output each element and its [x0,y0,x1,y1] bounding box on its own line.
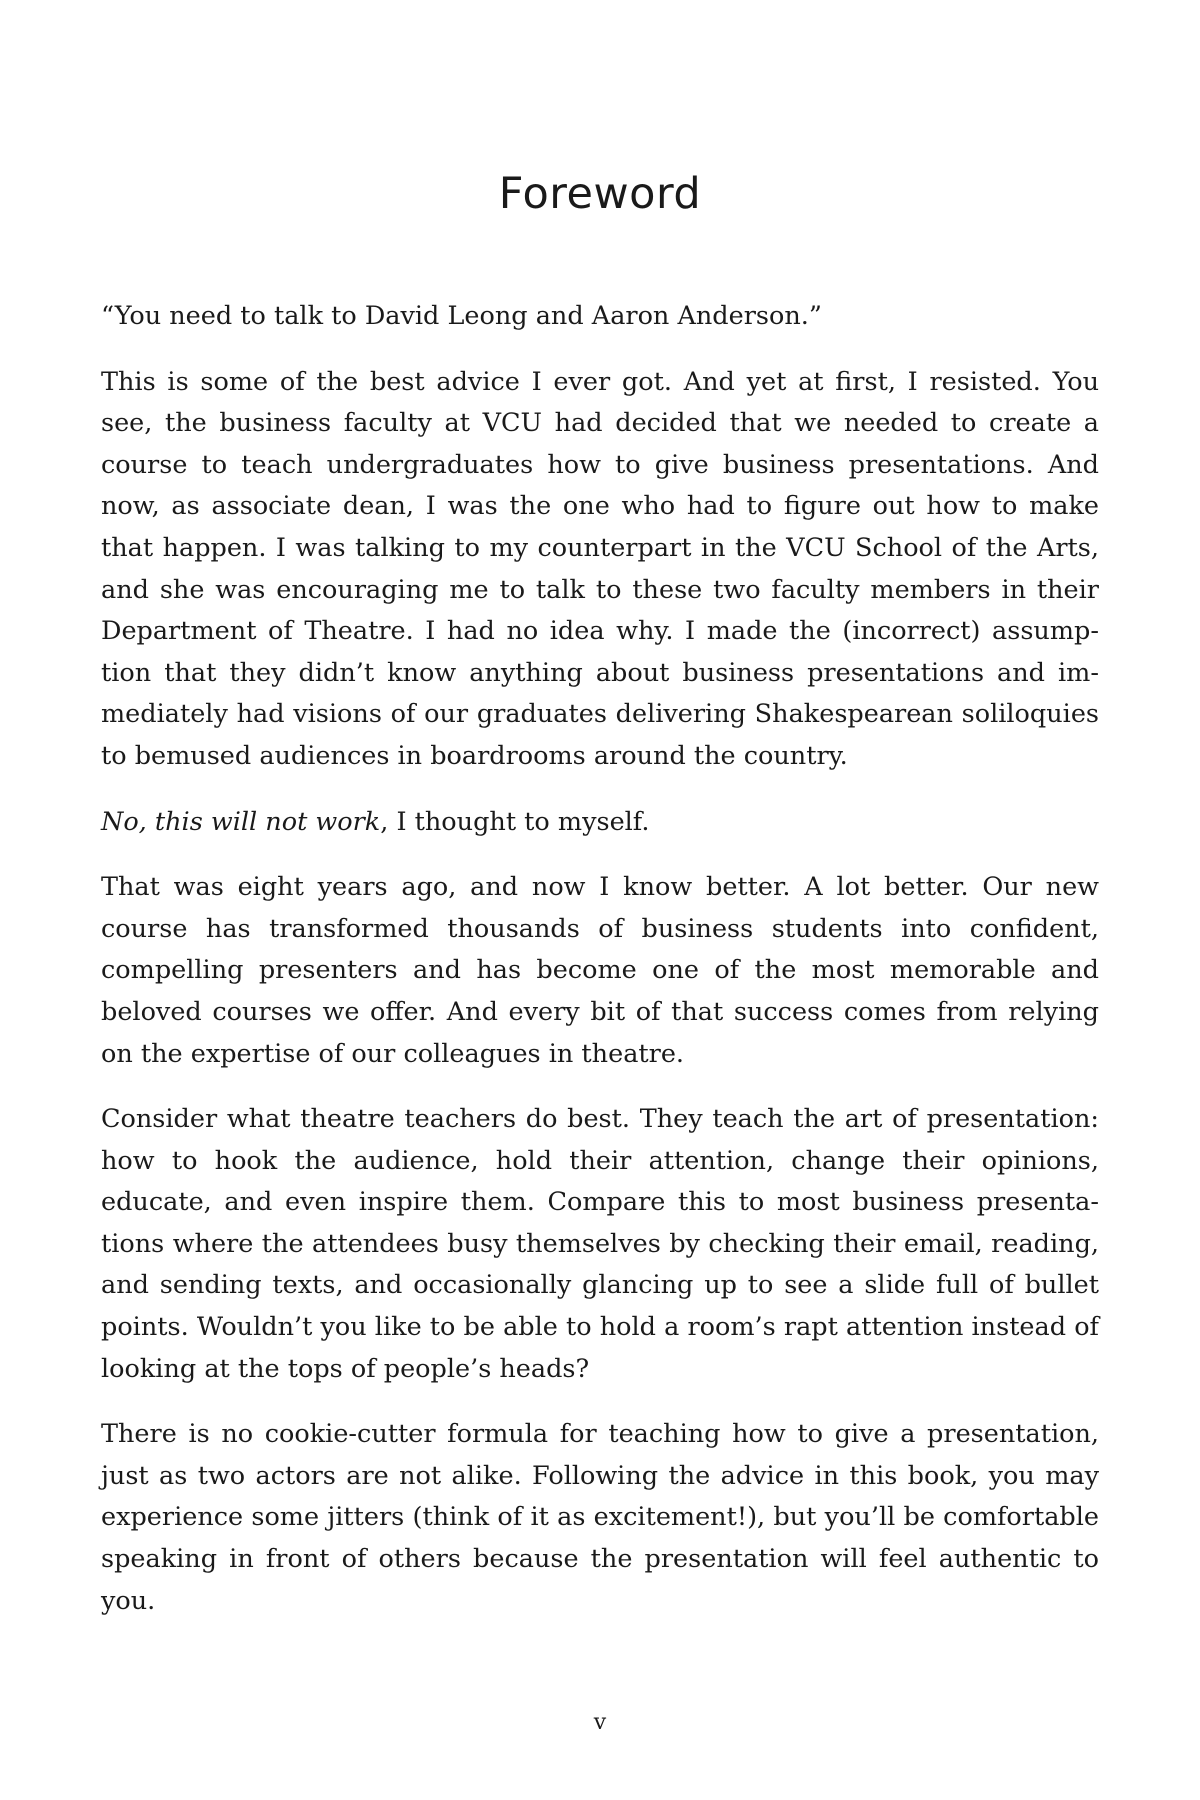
paragraph-thought [101,802,1099,844]
paragraph-theatre-teachers: Consider what theatre teachers do best. They teach the art of presentation: how to hook the audience, hold their attention, change their opinions, educate, and even inspire them. Compare this to most business presentations where the attendees busy themselves by checking their email, reading, and sending texts, and occasionally glancing up to see a slide full of bullet points. Wouldn’t you like to be able to hold a room’s rapt attention instead of looking at the tops of people’s heads? [101,1104,1099,1384]
paragraph-eight-years: That was eight years ago, and now I know better. A lot better. Our new course has transformed thousands of business students into confident, compelling presenters and has become one of the most memorable and beloved courses we offer. And every bit of that success comes from relying on the expertise of our colleagues in theatre. [101,872,1099,1069]
paragraph-advice: This is some of the best advice I ever got. And yet at first, I resisted. You see, the business faculty at VCU had decided that we needed to create a course to teach undergraduates how to give business presentations. And now, as associate dean, I was the one who had to figure out how to make that happen. I was talking to my counterpart in the VCU School of the Arts, and she was encouraging me to talk to these two faculty members in their Department of Theatre. I had no idea why. I made the (incorrect) assumption that they didn’t know anything about business presentations and immediately had visions of our graduates delivering Shakespearean soliloquies to bemused audiences in boardrooms around the country. [101,366,1099,771]
chapter-title: Foreword [498,168,702,219]
paragraph-quote: “You need to talk to David Leong and Aaron Anderson.” [101,301,822,331]
paragraph-no-formula: There is no cookie-cutter formula for teaching how to give a presentation, just as two actors are not alike. Following the advice in this book, you may experience some jitters (think of it as excitement!), but you’ll be comfortable speaking in front of others because the presentation will feel authentic to you. [101,1419,1099,1616]
italic-thought: No, this will not work [101,806,381,837]
thought-rest: , I thought to myself. [380,806,650,837]
foreword-body [101,296,1099,1646]
page-number: v [593,1710,607,1735]
